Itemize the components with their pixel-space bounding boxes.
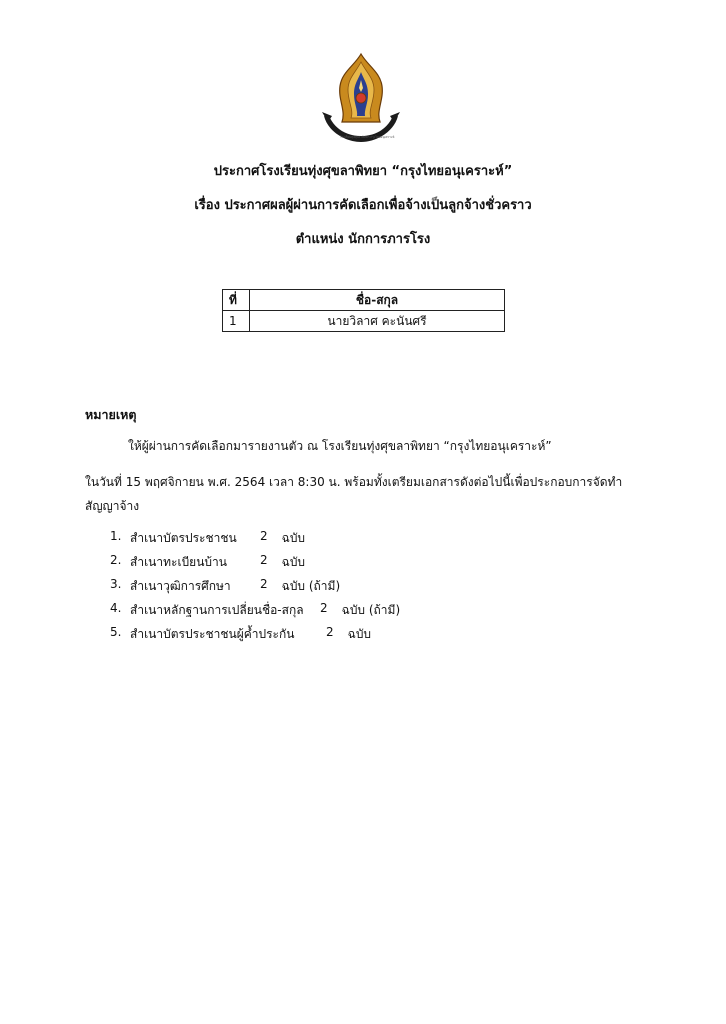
item-unit: ฉบับ [281, 531, 306, 545]
note-title: หมายเหตุ [85, 407, 137, 422]
item-number: 1. [110, 529, 122, 543]
job-position: ตำแหน่ง นักการภารโรง [295, 232, 431, 247]
item-unit: ฉบับ (ถ้ามี) [281, 579, 341, 593]
item-name: สำเนาบัตรประชาชน [130, 531, 237, 545]
item-name: สำเนาวุฒิการศึกษา [130, 579, 231, 593]
item-count: 2 [260, 577, 268, 591]
results-table [222, 289, 505, 332]
item-number: 5. [110, 625, 122, 639]
column-header-number: ที่ [223, 290, 250, 311]
item-count: 2 [260, 529, 268, 543]
item-unit: ฉบับ (ถ้ามี) [341, 603, 401, 617]
announcement-subject: เรื่อง ประกาศผลผู้ผ่านการคัดเลือกเพื่อจ้างเป็นลูกจ้างชั่วคราว [194, 198, 532, 213]
item-count: 2 [326, 625, 334, 639]
item-number: 3. [110, 577, 122, 591]
column-header-name: ชื่อ-สกุล [250, 290, 505, 311]
item-unit: ฉบับ [281, 555, 306, 569]
table-header-row [223, 290, 505, 311]
item-count: 2 [320, 601, 328, 615]
list-item [110, 553, 400, 577]
royal-emblem-icon [318, 52, 404, 148]
item-unit: ฉบับ [347, 627, 372, 641]
note-line-3: สัญญาจ้าง [85, 499, 140, 513]
row-number: 1 [223, 311, 250, 332]
list-item [110, 577, 400, 601]
item-number: 2. [110, 553, 122, 567]
note-line-2: ในวันที่ 15 พฤศจิกายน พ.ศ. 2564 เวลา 8:30 น. พร้อมทั้งเตรียมเอกสารดังต่อไปนี้เพื่อประกอบการจัดทำ [85, 475, 623, 489]
item-count: 2 [260, 553, 268, 567]
note-line-1: ให้ผู้ผ่านการคัดเลือกมารายงานตัว ณ โรงเรียนทุ่งศุขลาพิทยา “กรุงไทยอนุเคราะห์” [128, 439, 552, 453]
announcement-title: ประกาศโรงเรียนทุ่งศุขลาพิทยา “กรุงไทยอนุเคราะห์” [213, 164, 513, 179]
list-item [110, 601, 400, 625]
list-item [110, 529, 400, 553]
table-row [223, 311, 505, 332]
row-fullname: นายวิลาศ คะนันศรี [250, 311, 505, 332]
document-list [110, 529, 400, 649]
item-number: 4. [110, 601, 122, 615]
list-item [110, 625, 400, 649]
item-name: สำเนาทะเบียนบ้าน [130, 555, 227, 569]
emblem-ribbon-text: โรงเรียนทุ่งศุขลาพิทยา กรุงไทยอนุเคราะห์ [340, 135, 395, 139]
item-name: สำเนาหลักฐานการเปลี่ยนชื่อ-สกุล [130, 603, 304, 617]
item-name: สำเนาบัตรประชาชนผู้ค้ำประกัน [130, 627, 295, 641]
